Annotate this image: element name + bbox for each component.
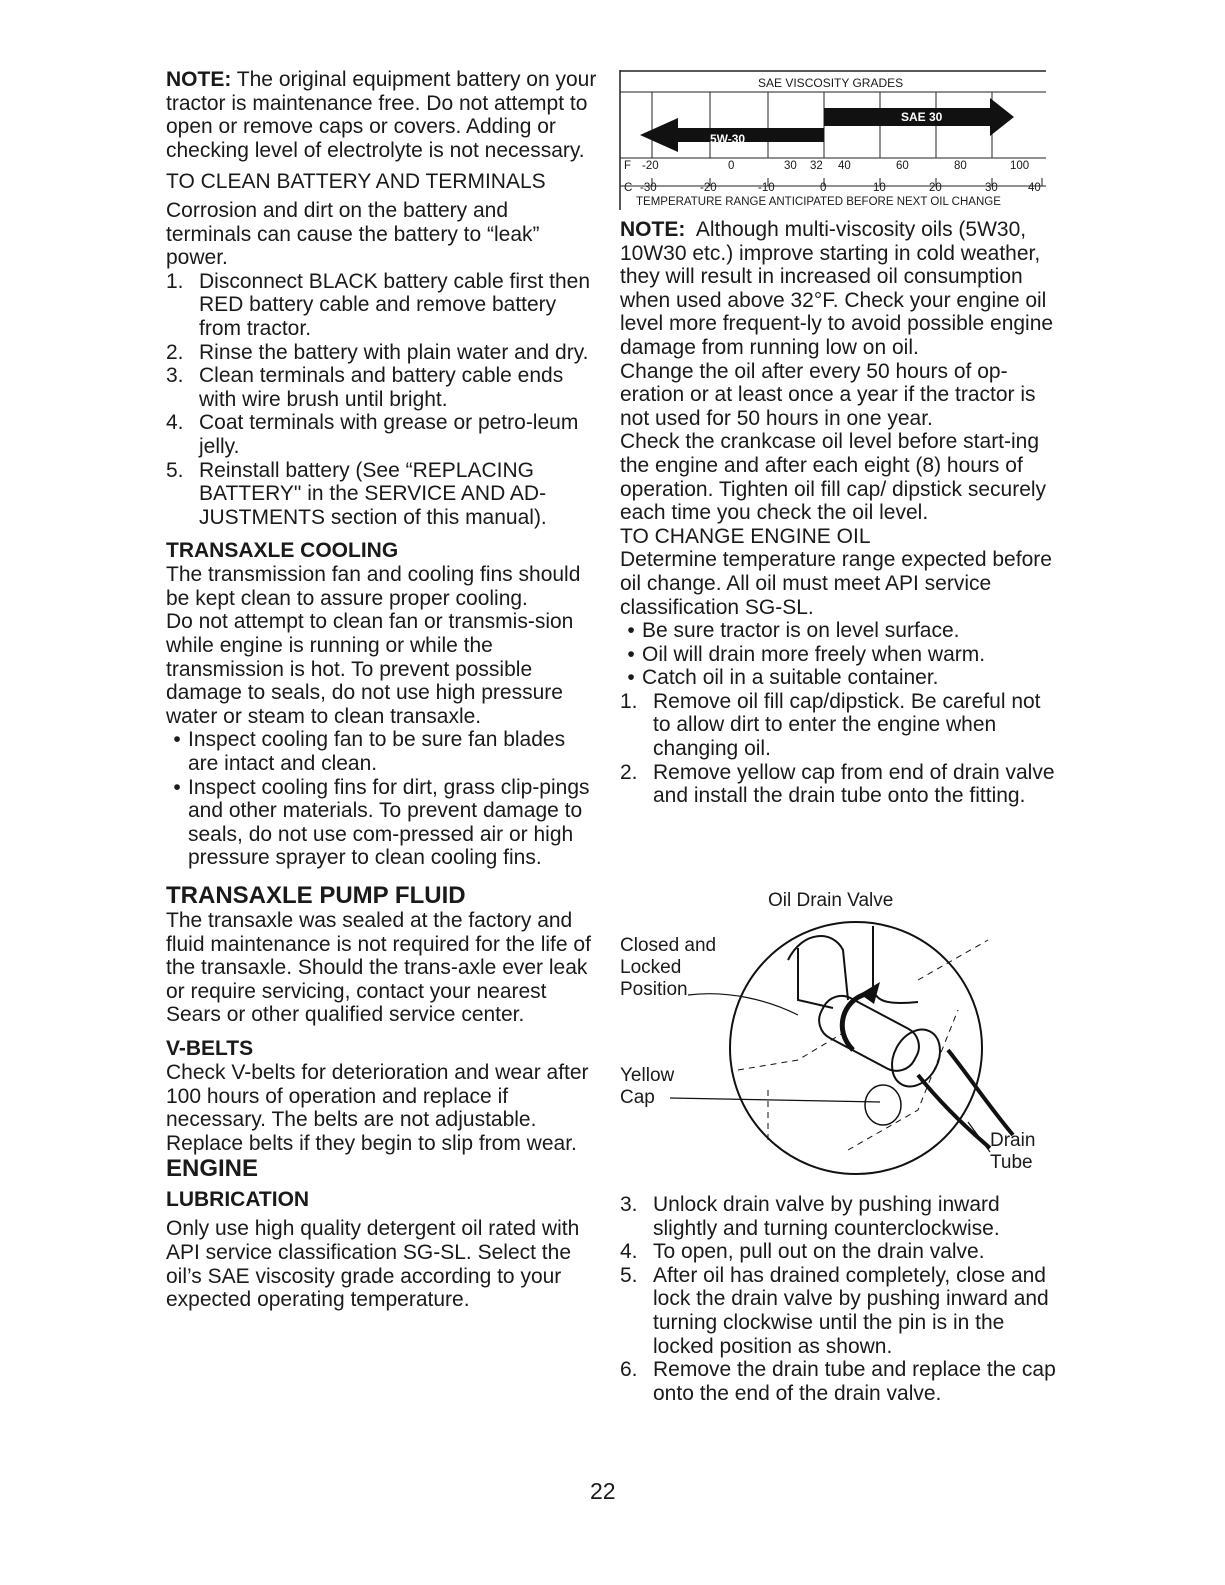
list-item: 4. Coat terminals with grease or petro-leum jelly.: [166, 411, 579, 458]
lubrication-text: Only use high quality detergent oil rated with API service classification SG-SL. Select the oil’s SAE viscosity grade according to your expected operating temperature.: [166, 1217, 580, 1312]
viscosity-chart-graphic: [618, 70, 1046, 210]
label-yellow: Yellow: [620, 1065, 675, 1086]
oil-drain-valve-diagram: [618, 890, 1058, 1180]
list-item: 3. Clean terminals and battery cable ends with wire brush until bright.: [166, 364, 564, 411]
f-tick: 32: [810, 160, 823, 172]
list-item: 4. To open, pull out on the drain valve.: [620, 1240, 985, 1264]
list-item: 1. Remove oil fill cap/dipstick. Be careful not to allow dirt to enter the engine when changing oil.: [620, 689, 1041, 761]
list-item: 2. Rinse the battery with plain water and dry.: [166, 340, 589, 364]
cooling-bullets: [166, 728, 598, 870]
bar-5w30-label: 5W-30: [710, 132, 746, 146]
note-label: NOTE:: [620, 218, 686, 241]
lubrication-heading: LUBRICATION: [166, 1188, 310, 1212]
clean-battery-heading: TO CLEAN BATTERY AND TERMINALS: [166, 170, 546, 194]
transaxle-cooling-heading: TRANSAXLE COOLING: [166, 539, 399, 563]
list-item: 5. After oil has drained completely, close and lock the drain valve by pushing inward and turning clockwise until the pin is in the locked position as shown.: [620, 1263, 1049, 1358]
c-tick: 0: [820, 182, 827, 194]
chart-caption: TEMPERATURE RANGE ANTICIPATED BEFORE NEXT OIL CHANGE: [636, 196, 1001, 208]
vbelts-heading: V-BELTS: [166, 1036, 254, 1060]
f-axis-label: F: [624, 160, 632, 172]
c-axis-label: C: [624, 182, 633, 194]
oil-change-interval: Change the oil after every 50 hours of op-eration or at least once a year if the tractor is not used for 50 hours in one year.: [620, 359, 1036, 430]
f-tick: 30: [784, 160, 797, 172]
list-item: 6. Remove the drain tube and replace the cap onto the end of the drain valve.: [620, 1358, 1056, 1405]
battery-note: [166, 68, 598, 162]
note-text: The original equipment battery on your tractor is maintenance free. Do not attempt to open or remove caps or covers. Adding or checking level of electrolyte is not necessary.: [166, 68, 597, 162]
bar-sae30-label: SAE 30: [901, 110, 943, 124]
label-tube: Tube: [990, 1152, 1033, 1173]
list-item: • Catch oil in a suitable container.: [627, 666, 939, 690]
list-item: 5. Reinstall battery (See “REPLACING BATTERY" in the SERVICE AND AD-JUSTMENTS section of this manual).: [166, 458, 547, 529]
list-item: • Inspect cooling fan to be sure fan blades are intact and clean.: [173, 728, 566, 776]
cooling-paragraph-2: Do not attempt to clean fan or transmis-sion while engine is running or while the transmission is hot. To prevent possible damage to seals, do not use high pressure water or steam to clean transaxle.: [166, 610, 574, 728]
pump-fluid-heading: TRANSAXLE PUMP FLUID: [166, 882, 466, 909]
change-oil-steps-a: [620, 690, 1060, 808]
right-column-lower: [620, 1193, 1060, 1405]
note-label: NOTE:: [166, 68, 232, 91]
f-tick: 40: [838, 160, 851, 172]
f-tick: -20: [642, 160, 659, 172]
list-item: 3. Unlock drain valve by pushing inward slightly and turning counterclockwise.: [620, 1193, 1000, 1240]
oil-check-paragraph: Check the crankcase oil level before start-ing the engine and after each eight (8) hours of operation. Tighten oil fill cap/ dipstick securely each time you check the oil level.: [620, 430, 1047, 525]
f-tick: 60: [896, 160, 909, 172]
f-tick: 0: [728, 160, 735, 172]
f-tick: 80: [954, 160, 967, 172]
pump-fluid-text: The transaxle was sealed at the factory and fluid maintenance is not required for the life of the transaxle. Should the trans-axle ever leak or require servicing, contact your nearest Sears or other qualified service center.: [166, 909, 591, 1027]
right-column: [620, 218, 1060, 808]
note-text: Although multi-viscosity oils (5W30, 10W30 etc.) improve starting in cold weather, they will result in increased oil consumption when used above 32°F. Check your engine oil level more frequent-ly to avoid possible engine damage from running low on oil.: [620, 218, 1054, 359]
c-tick: 20: [929, 182, 942, 194]
label-closed: Closed and: [620, 935, 717, 956]
change-oil-heading: TO CHANGE ENGINE OIL: [620, 524, 871, 548]
engine-heading: ENGINE: [166, 1155, 259, 1183]
left-column: [166, 68, 598, 1312]
cooling-paragraph-1: The transmission fan and cooling fins should be kept clean to assure proper cooling.: [166, 563, 581, 610]
label-drain: Drain: [990, 1130, 1036, 1151]
oil-note: [620, 218, 1060, 360]
change-oil-steps-b: [620, 1193, 1060, 1405]
list-item: 1. Disconnect BLACK battery cable first then RED battery cable and remove battery from tractor.: [166, 269, 591, 340]
c-tick: -10: [758, 182, 775, 194]
clean-battery-steps: [166, 270, 598, 530]
c-tick: 10: [873, 182, 886, 194]
list-item: • Be sure tractor is on level surface.: [627, 619, 960, 643]
viscosity-chart: [618, 70, 1046, 210]
c-tick: -30: [640, 182, 657, 194]
page-number: 22: [590, 1478, 616, 1504]
label-locked: Locked: [620, 957, 682, 978]
list-item: • Oil will drain more freely when warm.: [627, 642, 986, 666]
f-tick: 100: [1010, 160, 1030, 172]
change-oil-intro: Determine temperature range expected before oil change. All oil must meet API service classification SG-SL.: [620, 548, 1052, 619]
c-tick: 40: [1028, 182, 1041, 194]
vbelts-text: Check V-belts for deterioration and wear after 100 hours of operation and replace if necessary. The belts are not adjustable. Replace belts if they begin to slip from wear.: [166, 1060, 589, 1155]
list-item: 2. Remove yellow cap from end of drain valve and install the drain tube onto the fitting.: [620, 760, 1055, 808]
diagram-title: Oil Drain Valve: [768, 890, 894, 911]
c-tick: -20: [700, 182, 717, 194]
change-oil-bullets: [620, 619, 1060, 690]
list-item: • Inspect cooling fins for dirt, grass clip-pings and other materials. To prevent damage to seals, do not use com-pressed air or high pressure sprayer to clean cooling fins.: [173, 775, 590, 870]
chart-title: SAE VISCOSITY GRADES: [758, 76, 904, 90]
label-position: Position: [620, 979, 688, 1000]
clean-battery-intro: Corrosion and dirt on the battery and terminals can cause the battery to “leak” power.: [166, 198, 540, 270]
label-cap: Cap: [620, 1087, 655, 1108]
c-tick: 30: [985, 182, 998, 194]
